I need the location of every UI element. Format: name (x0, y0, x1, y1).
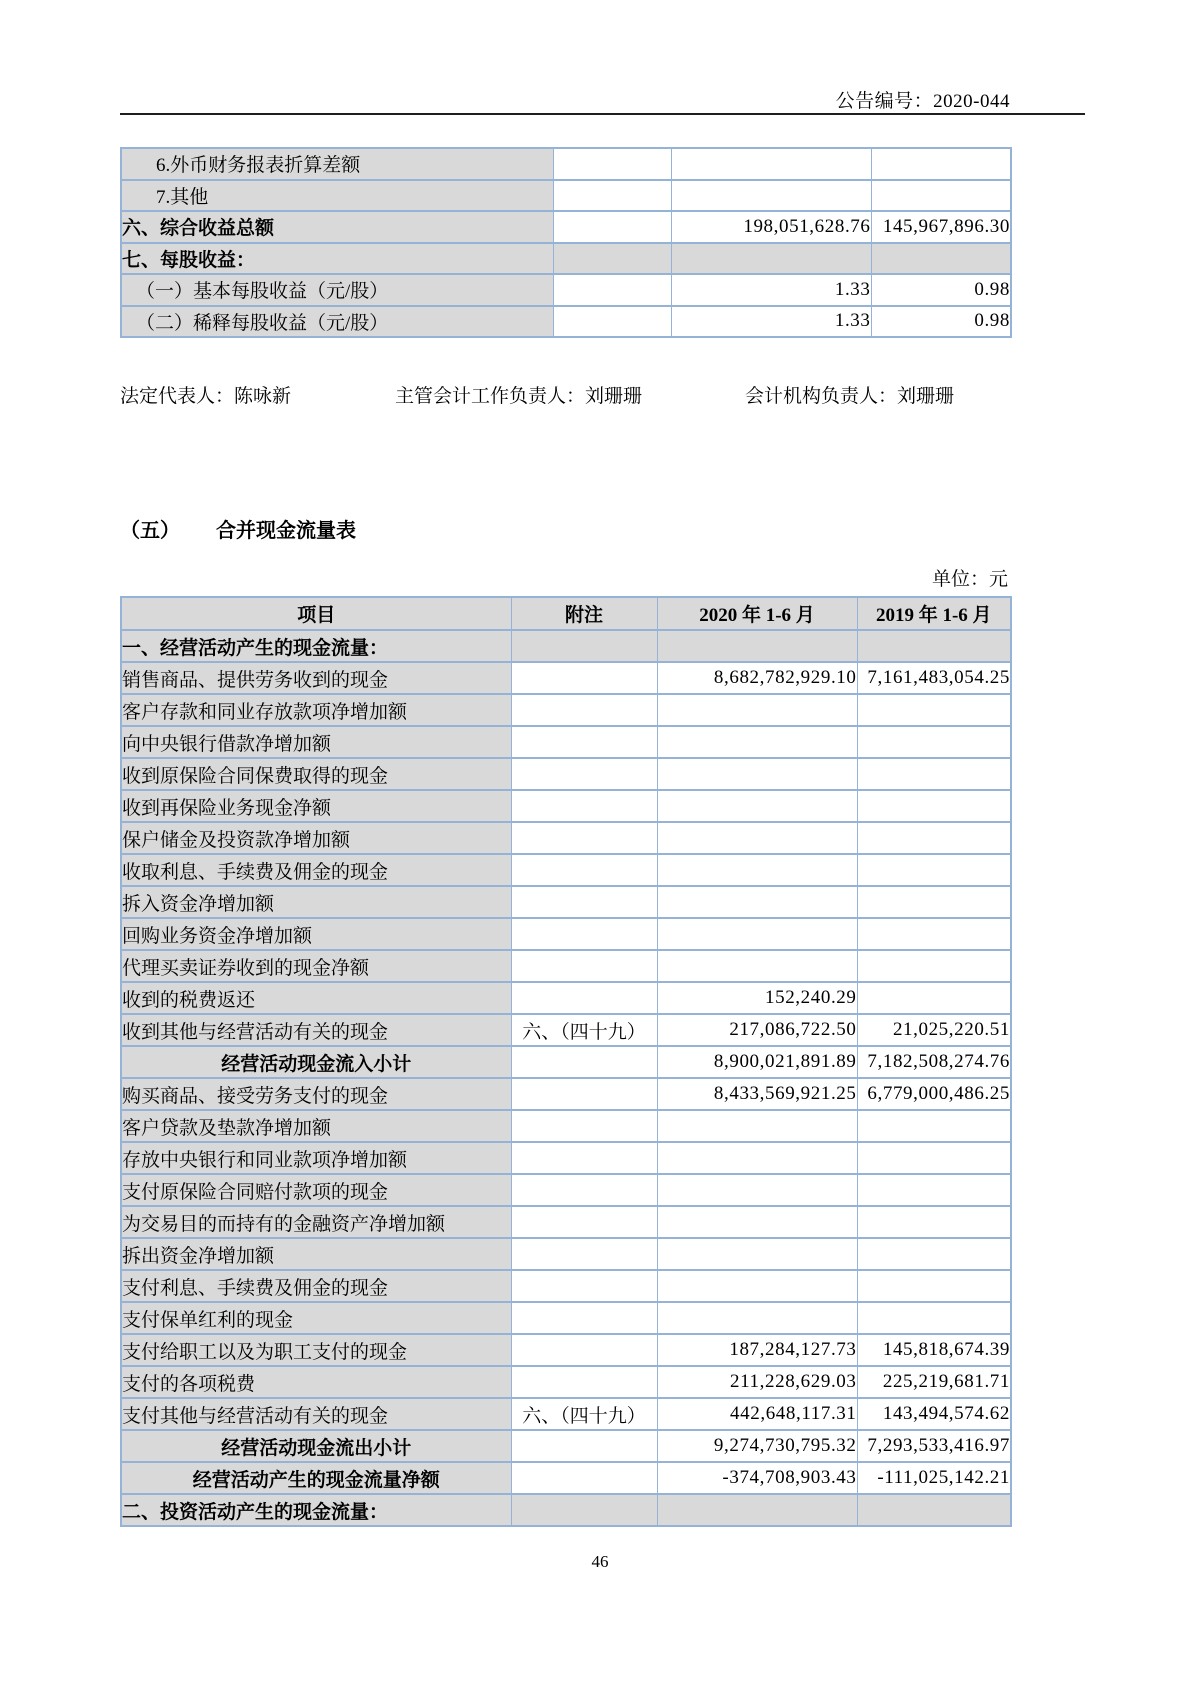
income-statement-table (120, 147, 1012, 338)
row-value-2019: 145,818,674.39 (857, 1334, 1011, 1366)
row-note (511, 1270, 657, 1302)
table-row (121, 982, 1011, 1014)
row-note (553, 306, 671, 338)
row-label: 二、投资活动产生的现金流量： (121, 1494, 511, 1526)
row-value-2019 (857, 950, 1011, 982)
row-label: 经营活动现金流入小计 (121, 1046, 511, 1078)
row-label: 经营活动产生的现金流量净额 (121, 1462, 511, 1494)
row-note (511, 1078, 657, 1110)
table-row (121, 1334, 1011, 1366)
table-row (121, 1398, 1011, 1430)
row-value-2020 (657, 694, 857, 726)
row-value-2020: 198,051,628.76 (671, 211, 871, 243)
row-label: 支付给职工以及为职工支付的现金 (121, 1334, 511, 1366)
table-row (121, 726, 1011, 758)
row-note (511, 1302, 657, 1334)
chief-accounting-officer: 主管会计工作负责人：刘珊珊 (395, 386, 643, 407)
row-value-2020 (657, 1270, 857, 1302)
row-value-2019: 0.98 (871, 306, 1011, 338)
row-value-2019 (871, 180, 1011, 212)
row-label: 6.外币财务报表折算差额 (121, 148, 553, 180)
row-value-2019 (857, 918, 1011, 950)
page-number: 46 (591, 1552, 609, 1571)
row-label: 保户储金及投资款净增加额 (121, 822, 511, 854)
row-value-2019: 0.98 (871, 274, 1011, 306)
row-value-2019 (857, 726, 1011, 758)
unit-label: 单位：元 (931, 569, 1008, 590)
row-value-2020 (657, 1302, 857, 1334)
row-note (511, 790, 657, 822)
table-row (121, 886, 1011, 918)
row-label: 六、综合收益总额 (121, 211, 553, 243)
row-value-2019 (871, 243, 1011, 275)
row-value-2019: 7,161,483,054.25 (857, 662, 1011, 694)
row-value-2020 (657, 726, 857, 758)
row-value-2019: 145,967,896.30 (871, 211, 1011, 243)
table-header-row (121, 597, 1011, 630)
row-label: 收到再保险业务现金净额 (121, 790, 511, 822)
column-header-2020: 2020 年 1-6 月 (657, 597, 857, 630)
row-value-2020: 187,284,127.73 (657, 1334, 857, 1366)
row-note (511, 1110, 657, 1142)
row-note (553, 180, 671, 212)
table-row (121, 1014, 1011, 1046)
row-value-2020: 211,228,629.03 (657, 1366, 857, 1398)
row-note (511, 1142, 657, 1174)
table-row (121, 1366, 1011, 1398)
column-header-item: 项目 (121, 597, 511, 630)
table-row (121, 180, 1011, 212)
row-value-2019: -111,025,142.21 (857, 1462, 1011, 1494)
row-value-2019 (857, 630, 1011, 662)
row-value-2019 (857, 1174, 1011, 1206)
row-note (511, 662, 657, 694)
section-number: （五） (120, 520, 180, 542)
row-label: 支付保单红利的现金 (121, 1302, 511, 1334)
row-label: 支付其他与经营活动有关的现金 (121, 1398, 511, 1430)
row-note (511, 694, 657, 726)
row-value-2019: 7,293,533,416.97 (857, 1430, 1011, 1462)
row-value-2019 (857, 1206, 1011, 1238)
table-row (121, 1270, 1011, 1302)
table-row (121, 918, 1011, 950)
row-label: 销售商品、提供劳务收到的现金 (121, 662, 511, 694)
row-note (511, 950, 657, 982)
table-row (121, 148, 1011, 180)
legal-representative: 法定代表人：陈咏新 (120, 386, 292, 407)
row-note: 六、（四十九） (511, 1014, 657, 1046)
table-row (121, 1174, 1011, 1206)
table-row (121, 950, 1011, 982)
row-label: 收到原保险合同保费取得的现金 (121, 758, 511, 790)
table-row (121, 822, 1011, 854)
row-value-2019 (857, 886, 1011, 918)
table-row (121, 630, 1011, 662)
row-value-2020 (671, 243, 871, 275)
row-note (511, 1334, 657, 1366)
table-row (121, 790, 1011, 822)
row-label: 回购业务资金净增加额 (121, 918, 511, 950)
row-label: 拆出资金净增加额 (121, 1238, 511, 1270)
row-value-2019: 225,219,681.71 (857, 1366, 1011, 1398)
row-label: 收到其他与经营活动有关的现金 (121, 1014, 511, 1046)
row-value-2020 (671, 148, 871, 180)
row-value-2020: -374,708,903.43 (657, 1462, 857, 1494)
signatories-line (120, 381, 1010, 405)
section-title-text: 合并现金流量表 (216, 520, 356, 542)
row-note (511, 1206, 657, 1238)
column-header-note: 附注 (511, 597, 657, 630)
row-label: 经营活动现金流出小计 (121, 1430, 511, 1462)
row-note (511, 630, 657, 662)
row-label: （一）基本每股收益（元/股） (121, 274, 553, 306)
row-label: 支付利息、手续费及佣金的现金 (121, 1270, 511, 1302)
row-label: 收到的税费返还 (121, 982, 511, 1014)
row-value-2020: 8,682,782,929.10 (657, 662, 857, 694)
row-value-2020 (657, 1238, 857, 1270)
row-value-2020 (657, 758, 857, 790)
row-value-2019: 7,182,508,274.76 (857, 1046, 1011, 1078)
row-note (511, 822, 657, 854)
row-note (511, 854, 657, 886)
row-value-2020 (657, 822, 857, 854)
table-row (121, 1142, 1011, 1174)
row-note (553, 211, 671, 243)
row-label: 支付原保险合同赔付款项的现金 (121, 1174, 511, 1206)
row-label: 一、经营活动产生的现金流量： (121, 630, 511, 662)
row-value-2019 (857, 1270, 1011, 1302)
row-value-2019 (857, 1302, 1011, 1334)
header-divider (120, 113, 1085, 115)
row-note (511, 1494, 657, 1526)
announcement-number: 公告编号：2020-044 (835, 91, 1010, 112)
row-value-2020 (657, 1110, 857, 1142)
row-value-2020 (657, 790, 857, 822)
row-value-2020 (657, 886, 857, 918)
row-note (511, 758, 657, 790)
row-value-2019 (857, 694, 1011, 726)
row-label: 购买商品、接受劳务支付的现金 (121, 1078, 511, 1110)
section-title (120, 514, 356, 543)
row-note (511, 918, 657, 950)
table-row (121, 1494, 1011, 1526)
row-note (511, 1430, 657, 1462)
row-value-2019 (857, 854, 1011, 886)
row-note (511, 726, 657, 758)
row-value-2020 (671, 180, 871, 212)
row-note (511, 1174, 657, 1206)
row-value-2019: 6,779,000,486.25 (857, 1078, 1011, 1110)
row-label: 向中央银行借款净增加额 (121, 726, 511, 758)
row-value-2019 (857, 758, 1011, 790)
row-value-2020: 9,274,730,795.32 (657, 1430, 857, 1462)
row-value-2019 (857, 982, 1011, 1014)
row-note (553, 243, 671, 275)
column-header-2019: 2019 年 1-6 月 (857, 597, 1011, 630)
table-row (121, 211, 1011, 243)
row-value-2019 (857, 1110, 1011, 1142)
table-row (121, 1430, 1011, 1462)
row-note (553, 274, 671, 306)
row-value-2019 (857, 822, 1011, 854)
row-label: 支付的各项税费 (121, 1366, 511, 1398)
row-value-2020 (657, 1494, 857, 1526)
row-value-2019: 21,025,220.51 (857, 1014, 1011, 1046)
row-value-2019: 143,494,574.62 (857, 1398, 1011, 1430)
row-note (511, 982, 657, 1014)
row-value-2020 (657, 1206, 857, 1238)
row-note (511, 1238, 657, 1270)
table-row (121, 274, 1011, 306)
row-value-2019 (871, 148, 1011, 180)
table-row (121, 306, 1011, 338)
row-label: 收取利息、手续费及佣金的现金 (121, 854, 511, 886)
table-row (121, 243, 1011, 275)
table-row (121, 854, 1011, 886)
row-label: 存放中央银行和同业款项净增加额 (121, 1142, 511, 1174)
table-row (121, 662, 1011, 694)
table-row (121, 1078, 1011, 1110)
row-value-2020 (657, 854, 857, 886)
table-row (121, 1046, 1011, 1078)
table-row (121, 1462, 1011, 1494)
table-row (121, 1238, 1011, 1270)
table-row (121, 758, 1011, 790)
row-value-2019 (857, 1142, 1011, 1174)
row-note (511, 886, 657, 918)
row-note (511, 1366, 657, 1398)
row-value-2019 (857, 1238, 1011, 1270)
row-note (553, 148, 671, 180)
row-label: 七、每股收益： (121, 243, 553, 275)
row-value-2020 (657, 630, 857, 662)
accounting-department-head: 会计机构负责人：刘珊珊 (745, 386, 955, 407)
row-label: 为交易目的而持有的金融资产净增加额 (121, 1206, 511, 1238)
row-value-2020 (657, 1174, 857, 1206)
row-value-2020 (657, 950, 857, 982)
row-value-2020: 1.33 (671, 306, 871, 338)
row-value-2020 (657, 918, 857, 950)
row-label: （二）稀释每股收益（元/股） (121, 306, 553, 338)
row-label: 拆入资金净增加额 (121, 886, 511, 918)
row-value-2020: 1.33 (671, 274, 871, 306)
table-row (121, 1110, 1011, 1142)
row-value-2019 (857, 1494, 1011, 1526)
row-note (511, 1462, 657, 1494)
table-row (121, 1302, 1011, 1334)
row-value-2020: 217,086,722.50 (657, 1014, 857, 1046)
row-label: 代理买卖证券收到的现金净额 (121, 950, 511, 982)
table-row (121, 1206, 1011, 1238)
row-value-2020: 8,433,569,921.25 (657, 1078, 857, 1110)
row-value-2020 (657, 1142, 857, 1174)
row-label: 客户存款和同业存放款项净增加额 (121, 694, 511, 726)
row-value-2020: 152,240.29 (657, 982, 857, 1014)
row-note (511, 1046, 657, 1078)
cashflow-statement-table (120, 596, 1012, 1527)
row-value-2020: 8,900,021,891.89 (657, 1046, 857, 1078)
row-value-2019 (857, 790, 1011, 822)
table-row (121, 694, 1011, 726)
row-label: 客户贷款及垫款净增加额 (121, 1110, 511, 1142)
row-label: 7.其他 (121, 180, 553, 212)
row-value-2020: 442,648,117.31 (657, 1398, 857, 1430)
row-note: 六、（四十九） (511, 1398, 657, 1430)
